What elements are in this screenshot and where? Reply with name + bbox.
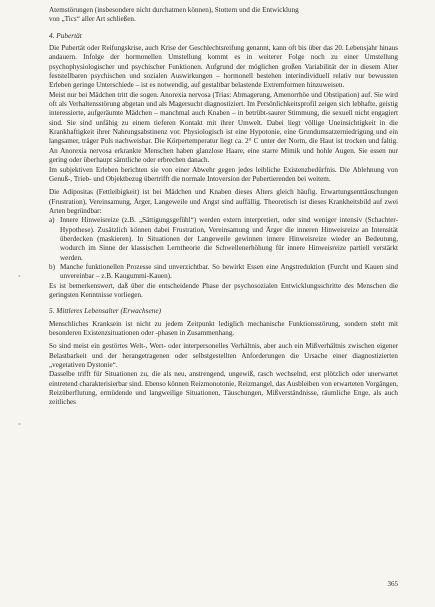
intro-line-2: von „Tics“ aller Art schließen. <box>49 15 136 24</box>
page-number: 365 <box>387 580 398 588</box>
section-5-paragraph-3: Dasselbe trifft für Situationen zu, die als neu, anstrengend, ungewiß, rasch wechselnd, erst plötzlich oder unerwartet eintretend charakterisierbar sind. Ebenso können Reizmonotonie, Reizmangel, das Ausbleiben von erwarteten Vorgängen, Reizüberflutung, ermüdende und langweilige Situationen, Täuschungen, Mißverständnisse, räumliche Enge, als auch zeitliches <box>49 370 398 407</box>
section-4-paragraph-4: Die Adipositas (Fettleibigkeit) ist bei Mädchen und Knaben dieses Alters gleich häufig. Erwartungsenttäuschungen (Frustration), Vereinsamung, Ärger, Langeweile und Angst sind auffällig. Theoretisch ist dieses Krankheitsbild auf zwei Arten begründbar: <box>49 188 398 215</box>
cause-list <box>49 216 398 281</box>
list-marker: b) <box>49 262 55 271</box>
intro-line-1: Atemstörungen (insbesondere nicht durchatmen können), Stottern und die Entwicklung <box>49 6 299 14</box>
section-5-heading: 5. Mittleres Lebensalter (Erwachsene) <box>49 306 161 316</box>
list-item-text: Manche funktionellen Prozesse sind unverzichtbar. So bewirkt Essen eine Angstreduktion (Furcht und Kauen sind unvereinbar – z.B. Kaugummi-Kauen). <box>60 262 398 281</box>
section-4-heading: 4. Pubertät <box>49 30 82 40</box>
section-5-paragraph-1: Menschliches Kranksein ist nicht zu jedem Zeitpunkt lediglich mechanische Funktionsstörung, sondern steht mit besonderen Existenzsituationen oder -phasen in Zusammenhang. <box>49 319 398 337</box>
list-item <box>49 263 398 282</box>
margin-mark: • <box>18 420 21 429</box>
section-4-paragraph-1: Die Pubertät oder Reifungskrise, auch Krise der Geschlechtsreifung genannt, kann oft bis über das 20. Lebensjahr hinaus andauern. Infolge der hormonellen Umstellung kommt es in weiterer Folge noch zu einer Umstellung psychophysiologischer und psychischer Funktionen. Aufgrund der möglichen großen Variabilität der in diesem Alter feststellbaren psychischen und sozialen Auswirkungen – hormonell bestehen interindividuell relativ nur bewussten Erleben geringe Unterschiede – ist es notwendig, auf gestaltbar belastende Extremformen hinzuweisen. <box>49 44 398 90</box>
section-4-paragraph-3: Im subjektiven Erleben berichten sie von einer Abwehr gegen jedes leibliche Existenzbedürfnis. Die Ablehnung von Genuß-, Trieb- und Objektbezug übertrifft die normale Intoversion der Pubertierenden bei weitem. <box>49 165 398 183</box>
section-4-paragraph-2: Meist nur bei Mädchen tritt die sogen. Anorexia nervosa (Trias: Abmagerung, Amenorrhöe und Obstipation) auf. Sie wird oft als Verhaltensstörung abgetan und als Magersucht diagnostiziert. Im Persönlichkeitsprofil zeigen sich lebhafte, geistig interessierte, aufgeräumte Mädchen – manchmal auch Knaben – in betrübt-saurer Stimmung, die sexuell nicht engagiert sind. Sie sind unfähig zu einem tieferen Kontakt mit ihrer Umwelt. Dabei liegt völlige Uneinsichtigkeit in die Krankhaftigkeit ihrer Nahrungsabstinenz vor. Physiologisch ist eine Hypotonie, eine Grundumsatzerniedrigung und ein langsamer, träger Puls nachweisbar. Die Körpertemperatur liegt ca. 2° C unter der Norm, die Haut ist trocken und faltig. An Anorexia nervosa erkrankte Menschen haben glanzlose Haare, eine starre Mimik und hohle Augen. Sie essen nur gering oder überhaupt sämtliche oder erbrechen danach. <box>49 90 398 165</box>
list-item-text: Innere Hinweisreize (z.B. „Sättigungsgefühl“) werden extern interpretiert, oder sind weniger intensiv (Schachter-Hypothese). Zusätzlich können dabei Frustration, Vereinsamung und Ärger die inneren Hinweisreize an Intensität überdecken (maskieren). In Situationen der Langeweile gewinnen innere Hinweisreize wieder an Bedeutung, wodurch im Sinne der klassischen Lerntheorie die Schwellenerhöhung für innere Hinweisreize partiell verstärkt werden. <box>60 216 398 262</box>
section-5-paragraph-2: So sind meist ein gestörtes Welt-, Wert- oder interpersonelles Verhältnis, aber auch ein Mißverhältnis zwischen eigener Belastbarkeit und der herangetragenen oder selbstgestellten Anforderungen die Ursache einer diagnostizierten „vegetativen Dystonie“. <box>49 342 398 370</box>
section-4-paragraph-5: Es ist bemerkenswert, daß über die entscheidende Phase der psychosozialen Entwicklungsschritte des Menschen die geringsten Kenntnisse vorliegen. <box>49 281 398 299</box>
list-marker: a) <box>49 216 55 225</box>
list-item <box>49 216 398 263</box>
margin-mark: • <box>18 272 21 281</box>
